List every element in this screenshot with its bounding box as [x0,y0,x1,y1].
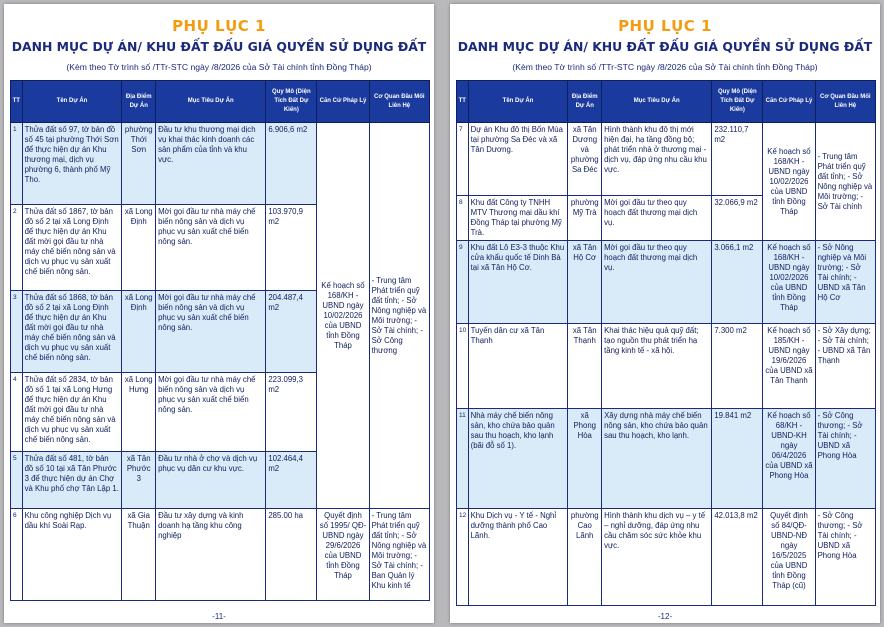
appendix-label: PHỤ LỤC 1 [172,17,266,35]
project-name: Thửa đất số 481, tờ bản đồ số 10 tại xã Tân Phước 3 để thực hiện dự án Chợ và Khu phố chợ Tân Lập 1. [22,452,122,509]
row-number: 3 [11,291,23,373]
project-goal: Mời gọi đầu tư theo quy hoạch đất thương mại dịch vụ. [602,196,712,241]
project-goal: Hình thành khu dịch vụ – y tế – nghỉ dưỡng, đáp ứng nhu cầu chăm sóc sức khỏe khu vực. [602,509,712,606]
row-number: 1 [11,123,23,205]
header-muc-tieu: Mục Tiêu Dự Án [602,81,712,123]
project-location: phường Mỹ Trà [568,196,602,241]
header-tt: TT [457,81,469,123]
legal-basis: Quyết định số 84/QĐ-UBND-NĐ ngày 16/5/2025 của UBND tỉnh Đồng Tháp (cũ) [763,509,815,606]
row-number: 7 [457,123,469,196]
project-location: xã Long Định [122,291,156,373]
table-row [457,123,876,196]
table-row [457,241,876,324]
project-location: xã Long Hưng [122,373,156,452]
contact-agency: - Trung tâm Phát triển quỹ đất tỉnh; - Sở Nông nghiệp và Môi trường; - Sở Tài chính; - Sở Công thương [369,123,429,509]
table-row [457,409,876,509]
legal-basis: Kế hoạch số 168/KH -UBND ngày 10/02/2026 của UBND tỉnh Đồng Tháp [763,241,815,324]
project-goal: Xây dựng nhà máy chế biến nông sản, kho chứa bảo quản sau thu hoạch, kho lạnh. [602,409,712,509]
contact-agency: - Sở Xây dựng; - Sở Tài chính; - UBND xã Tân Thạnh [815,324,875,409]
project-location: xã Phong Hòa [568,409,602,509]
legal-basis: Kế hoạch số 68/KH -UBND-KH ngày 06/4/2026 của UBND xã Phong Hòa [763,409,815,509]
row-number: 9 [457,241,469,324]
project-size: 32.066,9 m2 [712,196,763,241]
project-location: xã Tân Phước 3 [122,452,156,509]
project-name: Nhà máy chế biến nông sản, kho chứa bảo quản sau thu hoạch, kho lạnh (bãi đỗ số 1). [468,409,568,509]
project-name: Thửa đất số 1867, tờ bản đồ số 2 tại xã Long Định để thực hiện dự án Khu đất mời gọi đầu tư nhà máy chế biến nông sản và dịch vụ phục vụ sản xuất chế biến nông sản. [22,205,122,291]
table-row [11,509,430,601]
project-table [10,80,430,601]
project-name: Khu Dịch vụ - Y tế - Nghỉ dưỡng thành phố Cao Lãnh. [468,509,568,606]
contact-agency: - Sở Công thương; - Sở Tài chính; - UBND xã Phong Hòa [815,509,875,606]
legal-basis: Kế hoạch số 168/KH -UBND ngày 10/02/2026 của UBND tỉnh Đồng Tháp [763,123,815,241]
page-title: DANH MỤC DỰ ÁN/ KHU ĐẤT ĐẤU GIÁ QUYỀN SỬ DỤNG ĐẤT [457,39,873,54]
page-subtitle: (Kèm theo Tờ trình số /TTr-STC ngày /8/2026 của Sở Tài chính tỉnh Đồng Tháp) [66,62,372,72]
project-size: 42.013,8 m2 [712,509,763,606]
legal-basis: Kế hoạch số 168/KH -UBND ngày 10/02/2026 của UBND tỉnh Đồng Tháp [317,123,369,509]
project-size: 204.487,4 m2 [266,291,317,373]
header-can-cu: Căn Cứ Pháp Lý [763,81,815,123]
project-size: 6.906,6 m2 [266,123,317,205]
row-number: 8 [457,196,469,241]
project-size: 103.970,9 m2 [266,205,317,291]
project-name: Thửa đất số 2834, tờ bản đồ số 1 tại xã Long Hưng để thực hiện dự án Khu đất mời gọi đầu tư nhà máy chế biến nông sản và dịch vụ phục vụ sản xuất chế biến nông sản. [22,373,122,452]
header-quy-mo: Quy Mô (Diện Tích Đất Dự Kiến) [712,81,763,123]
project-name: Khu công nghiệp Dịch vụ dầu khí Soài Rạp. [22,509,122,601]
project-goal: Hình thành khu đô thị mới hiện đại, hạ tầng đồng bộ; phát triển nhà ở thương mại - dịch vụ, đáp ứng nhu cầu khu vực. [602,123,712,196]
project-goal: Khai thác hiệu quả quỹ đất; tạo nguồn thu phát triển hạ tầng kinh tế - xã hội. [602,324,712,409]
project-size: 102.464,4 m2 [266,452,317,509]
project-name: Khu đất Lô E3-3 thuộc Khu cửa khẩu quốc tế Dinh Bà tại xã Tân Hộ Cơ. [468,241,568,324]
project-size: 285.00 ha [266,509,317,601]
project-location: xã Tân Dương và phường Sa Đéc [568,123,602,196]
legal-basis: Kế hoạch số 185/KH -UBND ngày 19/6/2026 của UBND xã Tân Thạnh [763,324,815,409]
row-number: 12 [457,509,469,606]
appendix-label: PHỤ LỤC 1 [618,17,712,35]
project-goal: Mời gọi đầu tư nhà máy chế biến nông sản và dịch vụ phục vụ sản xuất chế biến nông sản. [156,373,266,452]
page-number: -11- [212,612,226,621]
project-size: 3.066,1 m2 [712,241,763,324]
table-row [457,324,876,409]
project-size: 19.841 m2 [712,409,763,509]
header-ten-du-an: Tên Dự Án [468,81,568,123]
header-co-quan: Cơ Quan Đầu Mối Liên Hệ [815,81,875,123]
header-quy-mo: Quy Mô (Diện Tích Đất Dự Kiến) [266,81,317,123]
contact-agency: - Trung tâm Phát triển quỹ đất tỉnh; - Sở Nông nghiệp và Môi trường; - Sở Tài chính; - Ban Quản lý Khu kinh tế [369,509,429,601]
project-name: Tuyến dân cư xã Tân Thạnh [468,324,568,409]
project-location: xã Tân Hộ Cơ [568,241,602,324]
page-number: -12- [657,612,673,621]
row-number: 4 [11,373,23,452]
project-goal: Đầu tư khu thương mại dịch vụ khai thác kinh doanh các sản phẩm của tỉnh và khu vực. [156,123,266,205]
document-page-right [450,4,880,623]
contact-agency: - Trung tâm Phát triển quỹ đất tỉnh; - Sở Nông nghiệp và Môi trường; - Sở Tài chính [815,123,875,241]
project-name: Dự án Khu đô thị Bốn Mùa tại phường Sa Đéc và xã Tân Dương. [468,123,568,196]
project-size: 7.300 m2 [712,324,763,409]
row-number: 6 [11,509,23,601]
table-row [457,509,876,606]
row-number: 10 [457,324,469,409]
project-location: xã Long Định [122,205,156,291]
header-dia-diem: Địa Điểm Dự Án [568,81,602,123]
project-name: Thửa đất số 97, tờ bản đồ số 45 tại phường Thới Sơn để thực hiện dự án Khu thương mại, dịch vụ phường 6, thành phố Mỹ Tho. [22,123,122,205]
table-header-row [457,81,876,123]
project-location: xã Gia Thuận [122,509,156,601]
header-tt: TT [11,81,23,123]
row-number: 11 [457,409,469,509]
project-name: Khu đất Công ty TNHH MTV Thương mại dầu khí Đồng Tháp tại phường Mỹ Trà. [468,196,568,241]
project-location: phường Cao Lãnh [568,509,602,606]
table-row [11,123,430,205]
header-ten-du-an: Tên Dự Án [22,81,122,123]
page-subtitle: (Kèm theo Tờ trình số /TTr-STC ngày /8/2026 của Sở Tài chính tỉnh Đồng Tháp) [512,62,818,72]
project-goal: Mời gọi đầu tư nhà máy chế biến nông sản và dịch vụ phục vụ sản xuất chế biến nông sản. [156,291,266,373]
project-goal: Đầu tư nhà ở chợ và dịch vụ phục vụ dân cư khu vực. [156,452,266,509]
project-goal: Mời gọi đầu tư theo quy hoạch đất thương mại dịch vụ. [602,241,712,324]
contact-agency: - Sở Nông nghiệp và Môi trường; - Sở Tài chính; - UBND xã Tân Hộ Cơ [815,241,875,324]
project-size: 232.110,7 m2 [712,123,763,196]
row-number: 5 [11,452,23,509]
project-name: Thửa đất số 1868, tờ bản đồ số 2 tại xã Long Định để thực hiện dự án Khu đất mời gọi đầu tư nhà máy chế biến nông sản và dịch vụ phục vụ sản xuất chế biến nông sản. [22,291,122,373]
project-location: xã Tân Thạnh [568,324,602,409]
page-title: DANH MỤC DỰ ÁN/ KHU ĐẤT ĐẤU GIÁ QUYỀN SỬ DỤNG ĐẤT [11,39,427,54]
legal-basis: Quyết định số 1995/ QĐ-UBND ngày 29/6/2026 của UBND tỉnh Đồng Tháp [317,509,369,601]
project-size: 223.099,3 m2 [266,373,317,452]
project-location: phường Thới Sơn [122,123,156,205]
header-co-quan: Cơ Quan Đầu Mối Liên Hệ [369,81,429,123]
contact-agency: - Sở Công thương; - Sở Tài chính; - UBND xã Phong Hòa [815,409,875,509]
header-dia-diem: Địa Điểm Dự Án [122,81,156,123]
row-number: 2 [11,205,23,291]
project-goal: Mời gọi đầu tư nhà máy chế biến nông sản và dịch vụ phục vụ sản xuất chế biến nông sản. [156,205,266,291]
project-table [456,80,876,606]
header-can-cu: Căn Cứ Pháp Lý [317,81,369,123]
header-muc-tieu: Mục Tiêu Dự Án [156,81,266,123]
document-page-left [4,4,434,623]
table-header-row [11,81,430,123]
project-goal: Đầu tư xây dựng và kinh doanh hạ tầng khu công nghiệp [156,509,266,601]
